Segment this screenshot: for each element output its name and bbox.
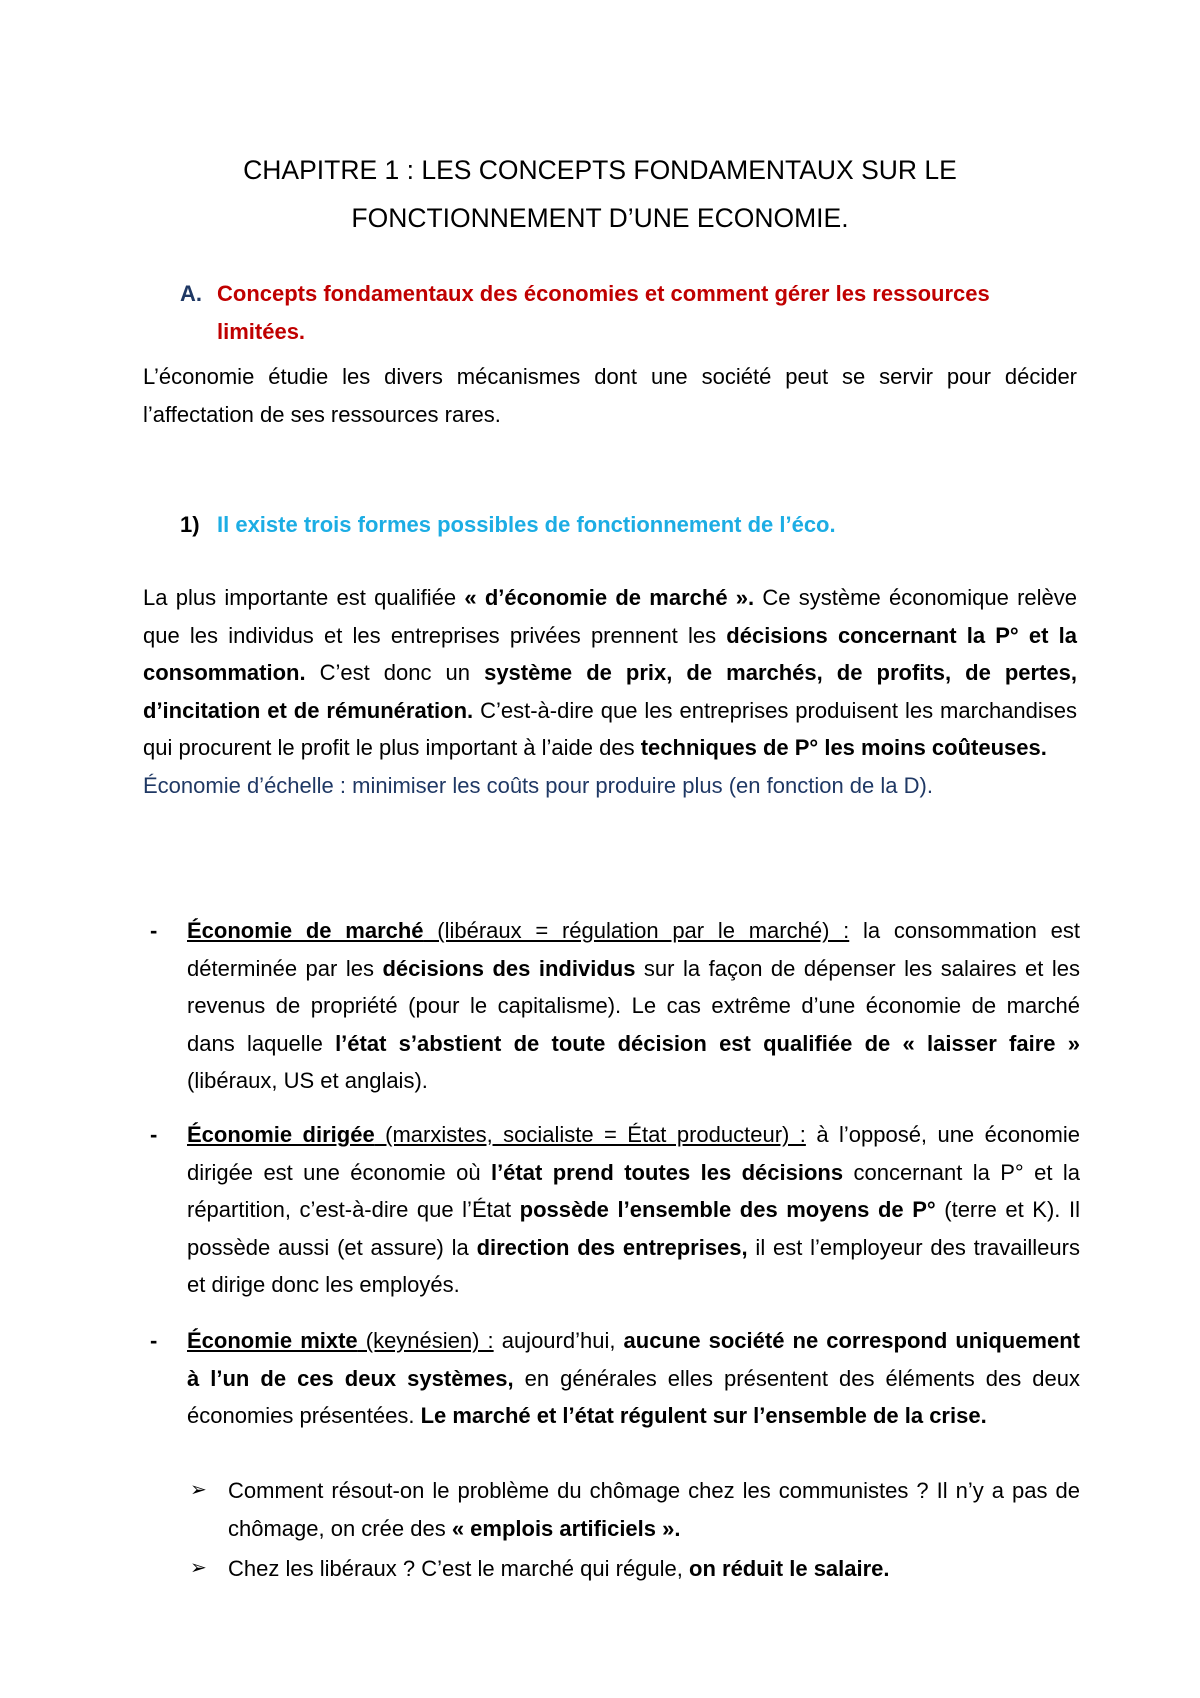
bullet-1-text-1: la consommation est déterminée par les xyxy=(187,918,1080,981)
bullet-planned-economy-text xyxy=(187,1116,1080,1304)
economy-of-scale-note: Économie d’échelle : minimiser les coûts pour produire plus (en fonction de la D). xyxy=(143,772,933,798)
market-bold-3: système de prix, de marchés, de profits, de pertes, d’incitation et de rémunération. xyxy=(143,660,1077,723)
bullet-3-subheading: (keynésien) : xyxy=(357,1328,494,1353)
market-bold-1: « d’économie de marché ». xyxy=(464,585,755,610)
bullet-1-bold-2: l’état s’abstient de toute décision est qualifiée de « laisser faire » xyxy=(335,1030,1080,1056)
arrow-item-communists-text xyxy=(228,1472,1080,1547)
bullet-1-heading: Économie de marché xyxy=(187,918,424,943)
subsection-1-text: Il existe trois formes possibles de fonctionnement de l’éco. xyxy=(217,512,836,537)
market-bold-2: décisions concernant la P° et la consommation. xyxy=(143,622,1077,685)
bullet-mixed-economy xyxy=(150,1322,1080,1435)
arrow-item-communists xyxy=(190,1472,1080,1547)
chapter-title-line-1: CHAPITRE 1 : LES CONCEPTS FONDAMENTAUX SUR LE xyxy=(243,155,957,185)
bullet-marker: - xyxy=(150,1122,158,1147)
market-text-4: C’est-à-dire que les entreprises produisent les marchandises qui procurent le profit le plus important à l’aide des xyxy=(143,697,1078,760)
bullet-3-bold-2: Le marché et l’état régulent sur l’ensemble de la crise. xyxy=(420,1403,987,1428)
bullet-2-heading: Économie dirigée xyxy=(187,1122,375,1147)
bullet-marker: - xyxy=(150,918,158,943)
market-text-1: La plus importante est qualifiée xyxy=(143,585,465,610)
arrow-bullet-icon: ➢ xyxy=(190,1479,207,1501)
subsection-1-marker: 1) xyxy=(180,512,200,537)
arrow-2-text-1: Chez les libéraux ? C’est le marché qui régule, xyxy=(228,1556,690,1581)
arrow-item-liberals xyxy=(190,1550,1080,1588)
arrow-item-liberals-text xyxy=(228,1550,1080,1588)
intro-paragraph: L’économie étudie les divers mécanismes dont une société peut se servir pour décider l’affectation de ses ressources rares. xyxy=(143,364,1077,427)
arrow-1-bold-1: « emplois artificiels ». xyxy=(451,1515,681,1541)
bullet-3-text-2: en générales elles présentent des éléments des deux économies présentées. xyxy=(187,1365,1080,1428)
bullet-2-bold-2: possède l’ensemble des moyens de P° xyxy=(519,1197,936,1222)
bullet-2-bold-3: direction des entreprises, xyxy=(476,1234,748,1260)
bullet-3-text-1: aujourd’hui, xyxy=(493,1328,624,1353)
bullet-marker: - xyxy=(150,1328,158,1353)
bullet-2-text-2: concernant la P° et la répartition, c’est-à-dire que l’État xyxy=(187,1159,1080,1222)
bullet-2-bold-1: l’état prend toutes les décisions xyxy=(490,1159,844,1185)
bullet-2-subheading: (marxistes, socialiste = État producteur) : xyxy=(374,1122,806,1147)
market-economy-paragraph xyxy=(143,579,1077,804)
bullet-1-subheading: (libéraux = régulation par le marché) : xyxy=(423,918,850,943)
chapter-title-line-2: FONCTIONNEMENT D’UNE ECONOMIE. xyxy=(351,203,849,233)
arrow-2-bold-1: on réduit le salaire. xyxy=(689,1556,890,1581)
bullet-2-text-4: il est l’employeur des travailleurs et dirige donc les employés. xyxy=(187,1234,1080,1297)
market-text-2: Ce système économique relève que les individus et les entreprises privées prennent les xyxy=(143,585,1077,648)
bullet-2-text-3: (terre et K). Il possède aussi (et assure) la xyxy=(187,1197,1080,1260)
section-a-heading xyxy=(180,275,1080,351)
section-a-marker: A. xyxy=(180,281,202,306)
arrow-bullet-icon: ➢ xyxy=(190,1557,207,1579)
arrow-1-text-1: Comment résout-on le problème du chômage chez les communistes ? Il n’y a pas de chômage, on crée des xyxy=(228,1478,1080,1541)
subsection-1-heading xyxy=(180,506,1080,544)
bullet-mixed-economy-text xyxy=(187,1322,1080,1435)
bullet-1-bold-1: décisions des individus xyxy=(382,955,636,981)
bullet-3-bold-1: aucune société ne correspond uniquement à l’un de ces deux systèmes, xyxy=(187,1328,1080,1391)
bullet-market-economy xyxy=(150,912,1080,1100)
chapter-title xyxy=(130,146,1070,242)
section-a-text: Concepts fondamentaux des économies et comment gérer les ressources limitées. xyxy=(217,281,990,344)
bullet-planned-economy xyxy=(150,1116,1080,1304)
bullet-1-text-2: sur la façon de dépenser les salaires et les revenus de propriété (pour le capitalisme). Le cas extrême d’une économie de marché dans laquelle xyxy=(187,955,1081,1056)
bullet-3-heading: Économie mixte xyxy=(187,1328,358,1353)
bullet-2-text-1: à l’opposé, une économie dirigée est une économie où xyxy=(187,1122,1080,1185)
bullet-1-text-3: (libéraux, US et anglais). xyxy=(187,1068,428,1093)
bullet-market-economy-text xyxy=(187,912,1080,1100)
market-bold-4: techniques de P° les moins coûteuses. xyxy=(640,735,1047,760)
market-text-3: C’est donc un xyxy=(305,660,485,685)
